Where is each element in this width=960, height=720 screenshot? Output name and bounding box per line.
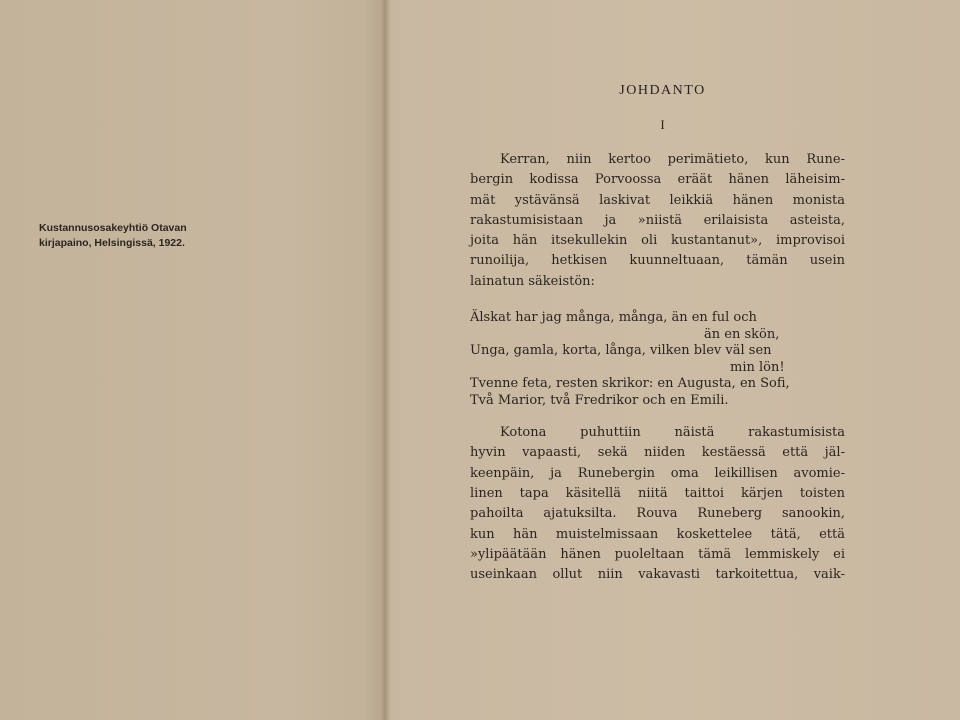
text-line: hyvin vapaasti, sekä niiden kestäessä että jäl-	[470, 445, 845, 461]
book-gutter	[380, 0, 390, 720]
poem-line: min lön!	[730, 359, 785, 375]
right-page	[470, 80, 845, 585]
text-line: Kotona puhuttiin näistä rakastumisista	[500, 425, 845, 441]
paragraph-body	[470, 423, 845, 585]
text-line: pahoilta ajatuksilta. Rouva Runeberg sanookin,	[470, 506, 845, 522]
text-line: mät ystävänsä laskivat leikkiä hänen monista	[470, 192, 845, 208]
poem-line: Tvenne feta, resten skrikor: en Augusta, en Sofi,	[470, 376, 790, 392]
text-line: kun hän muistelmissaan koskettelee tätä, että	[470, 526, 845, 542]
text-line: keenpäin, ja Runebergin oma leikillisen avomie-	[470, 465, 845, 481]
text-line: »ylipäätään hänen puoleltaan tämä lemmiskely ei	[470, 546, 845, 562]
poem-line: Unga, gamla, korta, långa, vilken blev väl sen	[470, 343, 772, 359]
poem-line: än en skön,	[704, 326, 780, 342]
imprint-line: Kustannusosakeyhtiö Otavan	[39, 222, 187, 234]
text-line: joita hän itsekullekin oli kustantanut», improvisoi	[470, 233, 845, 249]
text-line: bergin kodissa Porvoossa eräät hänen läheisim-	[470, 172, 845, 188]
paragraph-intro	[470, 150, 845, 292]
printer-imprint	[39, 221, 239, 251]
section-number: I	[660, 117, 665, 132]
text-line: Kerran, niin kertoo perimätieto, kun Rune-	[500, 152, 845, 167]
text-line: runoilija, hetkisen kuunneltuaan, tämän usein	[470, 253, 845, 269]
text-line: useinkaan ollut niin vakavasti tarkoitettua, vaik-	[470, 567, 845, 583]
poem-line: Två Marior, två Fredrikor och en Emili.	[470, 392, 729, 408]
chapter-heading: JOHDANTO	[619, 83, 706, 98]
text-line: lainatun säkeistön:	[470, 273, 595, 289]
poem-stanza	[470, 310, 845, 409]
poem-line: Älskat har jag många, många, än en ful och	[470, 310, 757, 326]
text-line: linen tapa käsitellä niitä taittoi kärjen toisten	[470, 485, 845, 501]
imprint-line: kirjapaino, Helsingissä, 1922.	[39, 237, 185, 249]
text-line: rakastumisistaan ja »niistä erilaisista asteista,	[470, 212, 845, 228]
